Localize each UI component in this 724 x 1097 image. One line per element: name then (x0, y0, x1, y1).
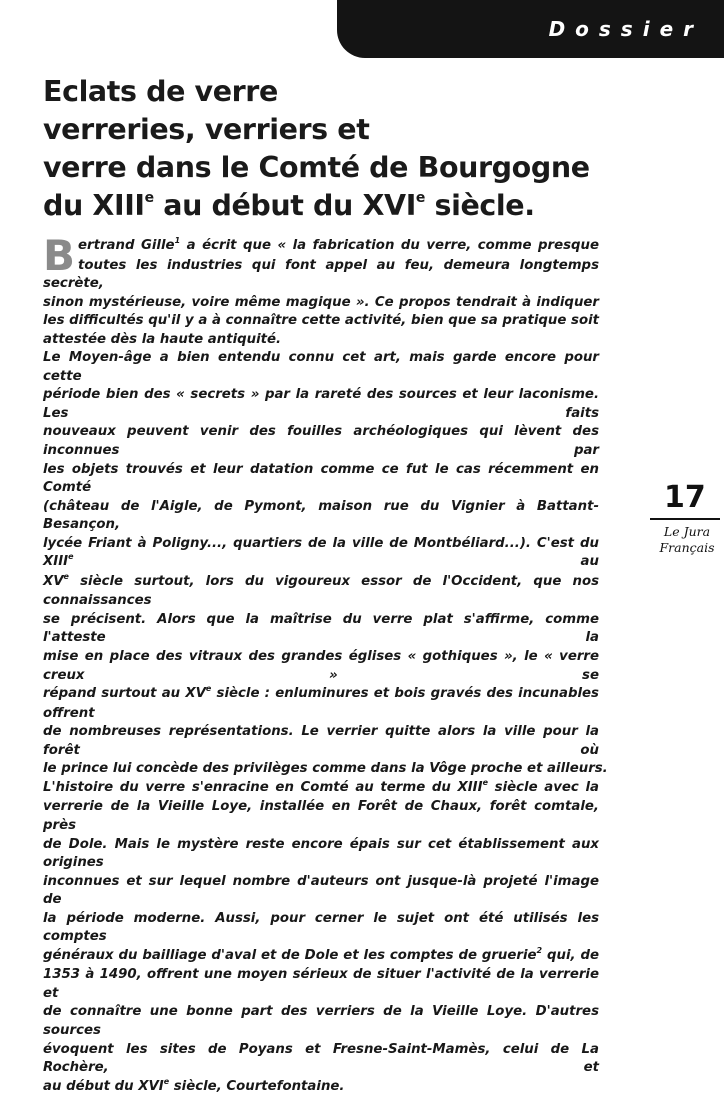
body-line: toutes les industries qui font appel au feu, demeura longtemps secrète, (43, 257, 599, 292)
body-line: de connaître une bonne part des verriers de la Vieille Loye. D'autres sources (43, 1004, 599, 1038)
title-line: verreries, verriers et (43, 113, 370, 146)
body-line: répand surtout au XVe siècle : enluminures et bois gravés des incunables offrent (43, 684, 599, 721)
page-number-rule (650, 518, 720, 520)
footnote-ref: 1 (174, 236, 181, 245)
body-line: nouveaux peuvent venir des fouilles archéologiques qui lèvent des inconnues par (43, 424, 599, 459)
body-line: mise en place des vitraux des grandes églises « gothiques », le « verre creux » se (43, 649, 599, 683)
section-header-tab (337, 0, 724, 58)
article-title (43, 73, 623, 230)
body-line: 1353 à 1490, offrent une moyen sérieux de situer l'activité de la verrerie et (43, 967, 599, 1001)
body-line: la période moderne. Aussi, pour cerner le sujet ont été utilisés les comptes (43, 910, 599, 945)
body-line: XVe siècle surtout, lors du vigoureux essor de l'Occident, que nos connaissances (43, 571, 599, 609)
body-line: au début du XVIe siècle, Courtefontaine. (43, 1076, 345, 1094)
body-line: ertrand Gille$^1$ a écrit que « la fabrication du verre, comme presque (78, 236, 600, 253)
body-line: attestée dès la haute antiquité. (43, 331, 282, 347)
title-line: du XIIIe au début du XVIe siècle. (43, 189, 535, 222)
body-line: verrerie de la Vieille Loye, installée en Forêt de Chaux, forêt comtale, près (43, 799, 599, 833)
publication-name-line: Français (659, 540, 715, 555)
body-line: inconnues et sur lequel nombre d'auteurs ont jusque-là projeté l'image de (43, 873, 599, 908)
body-line: les difficultés qu'il y a à connaître cette activité, bien que sa pratique soit (43, 313, 599, 329)
body-line: se précisent. Alors que la maîtrise du verre plat s'affirme, comme l'atteste la (43, 611, 599, 646)
body-line: (château de l'Aigle, de Pymont, maison rue du Vignier à Battant-Besançon, (43, 498, 599, 533)
body-line: de nombreuses représentations. Le verrier quitte alors la ville pour la forêt où (43, 724, 599, 758)
body-line: de Dole. Mais le mystère reste encore épais sur cet établissement aux origines (43, 836, 599, 871)
body-line: sinon mystérieuse, voire même magique ». Ce propos tendrait à indiquer (43, 294, 599, 310)
section-label: Dossier (548, 17, 703, 41)
publication-name (652, 524, 722, 556)
body-line: L'histoire du verre s'enracine en Comté au terme du XIIIe siècle avec la (43, 777, 599, 795)
body-line: lycée Friant à Poligny..., quartiers de la ville de Montbéliard...). C'est du XIIIe au (43, 535, 599, 570)
body-line: généraux du bailliage d'aval et de Dole et les comptes de gruerie$^2$ qui, de (43, 945, 599, 963)
body-line: Le Moyen-âge a bien entendu connu cet art, mais garde encore pour cette (43, 350, 599, 384)
title-line: verre dans le Comté de Bourgogne (43, 151, 590, 184)
body-line: les objets trouvés et leur datation comme ce fut le cas récemment en Comté (43, 461, 599, 496)
body-line: période bien des « secrets » par la rareté des sources et leur laconisme. Les faits (43, 387, 599, 421)
footnote-ref: 2 (536, 945, 543, 955)
article-body (43, 231, 608, 1097)
page-number: 17 (664, 480, 706, 515)
drop-cap: B (43, 231, 76, 280)
title-line: Eclats de verre (43, 75, 278, 108)
publication-name-line: Le Jura (663, 524, 711, 539)
body-line: évoquent les sites de Poyans et Fresne-Saint-Mamès, celui de La Rochère, et (43, 1041, 599, 1076)
body-line: le prince lui concède des privilèges comme dans la Vôge proche et ailleurs. (43, 761, 608, 777)
